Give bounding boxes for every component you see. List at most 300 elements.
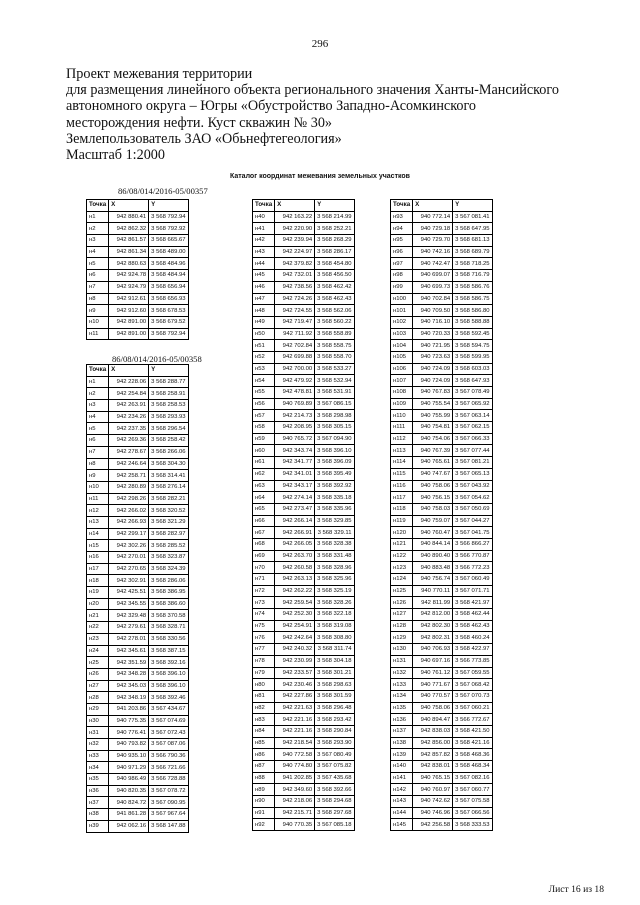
table-row (253, 235, 355, 247)
table-row (391, 305, 493, 317)
point-id-cell: н8 (87, 293, 109, 305)
point-id-cell: н6 (87, 435, 109, 447)
table-row (87, 552, 189, 564)
point-id-cell: н57 (253, 410, 275, 422)
point-id-cell: н43 (253, 246, 275, 258)
y-coordinate-cell: 3 568 396.10 (149, 680, 188, 692)
point-id-cell: н11 (87, 493, 109, 505)
y-coordinate-cell: 3 568 297.68 (315, 807, 354, 819)
table-row (87, 458, 189, 470)
table-row (87, 305, 189, 317)
y-coordinate-cell: 3 568 484.96 (149, 258, 188, 270)
y-coordinate-cell: 3 568 468.36 (453, 749, 492, 761)
point-id-cell: н42 (253, 235, 275, 247)
table-header-row (391, 200, 493, 212)
y-coordinate-cell: 3 568 532.94 (315, 375, 354, 387)
point-id-cell: н4 (87, 246, 109, 258)
table-row (87, 563, 189, 575)
y-coordinate-cell: 3 568 716.79 (453, 270, 492, 282)
point-id-cell: н107 (391, 375, 413, 387)
y-coordinate-cell: 3 568 558.70 (315, 351, 354, 363)
table-row (391, 258, 493, 270)
y-coordinate-cell: 3 568 594.75 (453, 340, 492, 352)
x-coordinate-cell: 940 729.18 (413, 223, 453, 235)
table-row (391, 574, 493, 586)
table-row (87, 645, 189, 657)
table-row (253, 270, 355, 282)
table-row (253, 457, 355, 469)
table-row (391, 597, 493, 609)
x-coordinate-cell: 940 776.41 (109, 727, 149, 739)
y-coordinate-cell: 3 568 258.53 (149, 400, 188, 412)
point-id-cell: н75 (253, 620, 275, 632)
page-number: 296 (311, 38, 329, 50)
x-coordinate-cell: 942 351.59 (109, 657, 149, 669)
y-coordinate-cell: 3 566 866.27 (453, 538, 492, 550)
y-coordinate-cell: 3 568 328.96 (315, 562, 354, 574)
table-row (253, 258, 355, 270)
x-coordinate-cell: 942 302.26 (109, 540, 149, 552)
point-id-cell: н111 (391, 422, 413, 434)
point-id-cell: н91 (253, 807, 275, 819)
point-id-cell: н81 (253, 690, 275, 702)
y-coordinate-cell: 3 566 770.87 (453, 550, 492, 562)
y-coordinate-cell: 3 568 258.42 (149, 435, 188, 447)
point-id-cell: н141 (391, 772, 413, 784)
y-coordinate-cell: 3 568 396.10 (315, 445, 354, 457)
point-id-cell: н61 (253, 457, 275, 469)
point-id-cell: н3 (87, 400, 109, 412)
y-coordinate-cell: 3 567 082.16 (453, 772, 492, 784)
y-coordinate-cell: 3 568 392.66 (315, 784, 354, 796)
point-id-cell: н115 (391, 468, 413, 480)
table-row (87, 715, 189, 727)
column-header: Y (149, 200, 188, 212)
y-coordinate-cell: 3 567 065.13 (453, 468, 492, 480)
point-id-cell: н21 (87, 610, 109, 622)
point-id-cell: н136 (391, 714, 413, 726)
point-id-cell: н96 (391, 246, 413, 258)
x-coordinate-cell: 942 269.36 (109, 435, 149, 447)
point-id-cell: н74 (253, 609, 275, 621)
y-coordinate-cell: 3 568 421.50 (453, 725, 492, 737)
point-id-cell: н32 (87, 739, 109, 751)
y-coordinate-cell: 3 568 335.18 (315, 492, 354, 504)
x-coordinate-cell: 940 770.57 (413, 690, 453, 702)
y-coordinate-cell: 3 567 060.77 (453, 784, 492, 796)
y-coordinate-cell: 3 568 560.22 (315, 316, 354, 328)
point-id-cell: н33 (87, 750, 109, 762)
table-row (391, 585, 493, 597)
y-coordinate-cell: 3 568 276.14 (149, 481, 188, 493)
point-id-cell: н37 (87, 797, 109, 809)
x-coordinate-cell: 940 756.74 (413, 574, 453, 586)
y-coordinate-cell: 3 568 679.52 (149, 316, 188, 328)
table-row (253, 574, 355, 586)
table-row (87, 316, 189, 328)
y-coordinate-cell: 3 568 325.19 (315, 585, 354, 597)
heading-line: месторождения нефти. Куст скважин № 30» (66, 114, 333, 131)
point-id-cell: н84 (253, 725, 275, 737)
table-row (87, 388, 189, 400)
point-id-cell: н127 (391, 609, 413, 621)
point-id-cell: н94 (391, 223, 413, 235)
column3-coordinates-table (390, 199, 493, 831)
x-coordinate-cell: 942 221.16 (275, 725, 315, 737)
y-coordinate-cell: 3 568 301.59 (315, 690, 354, 702)
y-coordinate-cell: 3 567 072.43 (149, 727, 188, 739)
point-id-cell: н106 (391, 363, 413, 375)
y-coordinate-cell: 3 566 772.67 (453, 714, 492, 726)
point-id-cell: н113 (391, 445, 413, 457)
point-id-cell: н5 (87, 258, 109, 270)
table-row (253, 281, 355, 293)
table-row (87, 668, 189, 680)
x-coordinate-cell: 942 278.01 (109, 633, 149, 645)
column-header: Y (453, 200, 492, 212)
point-id-cell: н137 (391, 725, 413, 737)
x-coordinate-cell: 940 742.62 (413, 796, 453, 808)
y-coordinate-cell: 3 567 075.58 (453, 796, 492, 808)
x-coordinate-cell: 940 759.07 (413, 515, 453, 527)
table-row (87, 211, 189, 223)
y-coordinate-cell: 3 568 392.16 (149, 657, 188, 669)
y-coordinate-cell: 3 567 050.69 (453, 503, 492, 515)
point-id-cell: н55 (253, 387, 275, 399)
table-row (391, 340, 493, 352)
x-coordinate-cell: 940 758.03 (413, 503, 453, 515)
x-coordinate-cell: 940 723.63 (413, 351, 453, 363)
y-coordinate-cell: 3 566 772.23 (453, 562, 492, 574)
table-row (391, 503, 493, 515)
y-coordinate-cell: 3 568 678.53 (149, 305, 188, 317)
point-id-cell: н12 (87, 505, 109, 517)
x-coordinate-cell: 942 298.26 (109, 493, 149, 505)
table-row (253, 211, 355, 223)
table-row (253, 538, 355, 550)
table-row (391, 351, 493, 363)
x-coordinate-cell: 940 824.72 (109, 797, 149, 809)
point-id-cell: н104 (391, 340, 413, 352)
x-coordinate-cell: 940 935.10 (109, 750, 149, 762)
point-id-cell: н50 (253, 328, 275, 340)
point-id-cell: н62 (253, 468, 275, 480)
table-row (391, 211, 493, 223)
point-id-cell: н9 (87, 305, 109, 317)
point-id-cell: н31 (87, 727, 109, 739)
point-id-cell: н15 (87, 540, 109, 552)
point-id-cell: н122 (391, 550, 413, 562)
y-coordinate-cell: 3 568 311.74 (315, 644, 354, 656)
table-row (87, 493, 189, 505)
point-id-cell: н133 (391, 679, 413, 691)
y-coordinate-cell: 3 568 214.99 (315, 211, 354, 223)
point-id-cell: н1 (87, 211, 109, 223)
y-coordinate-cell: 3 568 395.49 (315, 468, 354, 480)
point-id-cell: н65 (253, 503, 275, 515)
x-coordinate-cell: 940 765.61 (413, 457, 453, 469)
x-coordinate-cell: 942 163.22 (275, 211, 315, 223)
point-id-cell: н68 (253, 538, 275, 550)
x-coordinate-cell: 942 912.61 (109, 293, 149, 305)
y-coordinate-cell: 3 568 268.29 (315, 235, 354, 247)
point-id-cell: н34 (87, 762, 109, 774)
x-coordinate-cell: 942 861.57 (109, 235, 149, 247)
point-id-cell: н132 (391, 667, 413, 679)
x-coordinate-cell: 942 341.01 (275, 468, 315, 480)
table-row (87, 246, 189, 258)
y-coordinate-cell: 3 568 558.75 (315, 340, 354, 352)
point-id-cell: н14 (87, 528, 109, 540)
table-row (87, 270, 189, 282)
y-coordinate-cell: 3 568 392.46 (149, 692, 188, 704)
table-row (87, 411, 189, 423)
x-coordinate-cell: 942 266.91 (275, 527, 315, 539)
point-id-cell: н7 (87, 281, 109, 293)
y-coordinate-cell: 3 568 603.03 (453, 363, 492, 375)
point-id-cell: н69 (253, 550, 275, 562)
x-coordinate-cell: 942 724.26 (275, 293, 315, 305)
x-coordinate-cell: 940 772.58 (275, 749, 315, 761)
table-row (253, 725, 355, 737)
x-coordinate-cell: 940 746.96 (413, 807, 453, 819)
point-id-cell: н144 (391, 807, 413, 819)
x-coordinate-cell: 940 724.09 (413, 375, 453, 387)
table-row (87, 774, 189, 786)
table-row (391, 445, 493, 457)
point-id-cell: н18 (87, 575, 109, 587)
table-row (87, 540, 189, 552)
table-row (253, 445, 355, 457)
catalog-title: Каталог координат межевания земельных участков (230, 173, 410, 180)
point-id-cell: н46 (253, 281, 275, 293)
table-row (391, 235, 493, 247)
table-row (253, 515, 355, 527)
x-coordinate-cell: 940 742.47 (413, 258, 453, 270)
x-coordinate-cell: 942 856.00 (413, 737, 453, 749)
x-coordinate-cell: 940 761.12 (413, 667, 453, 679)
table-row (87, 622, 189, 634)
table-row (87, 223, 189, 235)
point-id-cell: н38 (87, 809, 109, 821)
x-coordinate-cell: 942 379.82 (275, 258, 315, 270)
point-id-cell: н56 (253, 398, 275, 410)
y-coordinate-cell: 3 568 323.87 (149, 552, 188, 564)
table-row (253, 562, 355, 574)
y-coordinate-cell: 3 568 647.95 (453, 223, 492, 235)
y-coordinate-cell: 3 567 062.15 (453, 422, 492, 434)
x-coordinate-cell: 942 924.79 (109, 281, 149, 293)
point-id-cell: н52 (253, 351, 275, 363)
x-coordinate-cell: 942 230.46 (275, 679, 315, 691)
y-coordinate-cell: 3 568 293.93 (149, 411, 188, 423)
point-id-cell: н17 (87, 563, 109, 575)
y-coordinate-cell: 3 568 329.11 (315, 527, 354, 539)
y-coordinate-cell: 3 568 462.42 (315, 281, 354, 293)
point-id-cell: н102 (391, 316, 413, 328)
y-coordinate-cell: 3 568 421.97 (453, 597, 492, 609)
point-id-cell: н78 (253, 655, 275, 667)
x-coordinate-cell: 940 770.11 (413, 585, 453, 597)
table-row (391, 527, 493, 539)
y-coordinate-cell: 3 567 066.33 (453, 433, 492, 445)
y-coordinate-cell: 3 568 422.97 (453, 644, 492, 656)
point-id-cell: н116 (391, 480, 413, 492)
table-row (391, 550, 493, 562)
table-row (253, 340, 355, 352)
y-coordinate-cell: 3 568 462.43 (453, 620, 492, 632)
x-coordinate-cell: 942 700.00 (275, 363, 315, 375)
point-id-cell: н112 (391, 433, 413, 445)
point-id-cell: н28 (87, 692, 109, 704)
x-coordinate-cell: 942 724.55 (275, 305, 315, 317)
point-id-cell: н119 (391, 515, 413, 527)
point-id-cell: н95 (391, 235, 413, 247)
y-coordinate-cell: 3 568 681.13 (453, 235, 492, 247)
x-coordinate-cell: 942 838.01 (413, 761, 453, 773)
table-row (391, 328, 493, 340)
point-id-cell: н3 (87, 235, 109, 247)
x-coordinate-cell: 942 221.63 (275, 702, 315, 714)
y-coordinate-cell: 3 568 288.77 (149, 376, 188, 388)
table-row (87, 820, 189, 832)
table-row (253, 749, 355, 761)
point-id-cell: н80 (253, 679, 275, 691)
table-row (253, 375, 355, 387)
x-coordinate-cell: 942 329.48 (109, 610, 149, 622)
y-coordinate-cell: 3 568 322.18 (315, 609, 354, 621)
table-header-row (87, 200, 189, 212)
plot2-label: 86/08/014/2016-05/00358 (112, 354, 202, 364)
point-id-cell: н126 (391, 597, 413, 609)
point-id-cell: н64 (253, 492, 275, 504)
y-coordinate-cell: 3 568 328.38 (315, 538, 354, 550)
table-row (87, 692, 189, 704)
table-row (87, 587, 189, 599)
table-row (253, 503, 355, 515)
table-row (391, 293, 493, 305)
y-coordinate-cell: 3 568 462.43 (315, 293, 354, 305)
x-coordinate-cell: 942 237.35 (109, 423, 149, 435)
table-row (391, 761, 493, 773)
x-coordinate-cell: 942 345.61 (109, 645, 149, 657)
table-row (391, 270, 493, 282)
point-id-cell: н19 (87, 587, 109, 599)
x-coordinate-cell: 942 349.60 (275, 784, 315, 796)
x-coordinate-cell: 940 769.89 (275, 398, 315, 410)
y-coordinate-cell: 3 568 320.52 (149, 505, 188, 517)
table-row (87, 598, 189, 610)
x-coordinate-cell: 940 894.47 (413, 714, 453, 726)
plot1-label: 86/08/014/2016-05/00357 (118, 186, 208, 196)
table-row (253, 305, 355, 317)
point-id-cell: н10 (87, 481, 109, 493)
y-coordinate-cell: 3 567 080.49 (315, 749, 354, 761)
y-coordinate-cell: 3 568 298.63 (315, 679, 354, 691)
point-id-cell: н124 (391, 574, 413, 586)
y-coordinate-cell: 3 566 728.88 (149, 774, 188, 786)
table-row (391, 714, 493, 726)
y-coordinate-cell: 3 567 075.82 (315, 761, 354, 773)
x-coordinate-cell: 942 348.28 (109, 668, 149, 680)
y-coordinate-cell: 3 568 296.54 (149, 423, 188, 435)
x-coordinate-cell: 942 699.88 (275, 351, 315, 363)
point-id-cell: н123 (391, 562, 413, 574)
table-row (253, 761, 355, 773)
table-row (253, 632, 355, 644)
x-coordinate-cell: 940 702.84 (413, 293, 453, 305)
table-row (87, 376, 189, 388)
x-coordinate-cell: 940 883.48 (413, 562, 453, 574)
point-id-cell: н86 (253, 749, 275, 761)
table-row (253, 293, 355, 305)
x-coordinate-cell: 942 273.47 (275, 503, 315, 515)
x-coordinate-cell: 942 214.73 (275, 410, 315, 422)
table-row (253, 387, 355, 399)
point-id-cell: н63 (253, 480, 275, 492)
point-id-cell: н98 (391, 270, 413, 282)
table-row (391, 807, 493, 819)
table-row (253, 597, 355, 609)
x-coordinate-cell: 940 709.50 (413, 305, 453, 317)
y-coordinate-cell: 3 568 586.80 (453, 305, 492, 317)
table-row (391, 281, 493, 293)
table-row (391, 387, 493, 399)
point-id-cell: н35 (87, 774, 109, 786)
point-id-cell: н8 (87, 458, 109, 470)
point-id-cell: н36 (87, 785, 109, 797)
table-row (87, 400, 189, 412)
y-coordinate-cell: 3 567 068.42 (453, 679, 492, 691)
x-coordinate-cell: 942 266.05 (275, 538, 315, 550)
y-coordinate-cell: 3 567 087.06 (149, 739, 188, 751)
x-coordinate-cell: 942 220.90 (275, 223, 315, 235)
table-row (391, 562, 493, 574)
y-coordinate-cell: 3 568 252.21 (315, 223, 354, 235)
x-coordinate-cell: 940 793.82 (109, 739, 149, 751)
table-row (391, 737, 493, 749)
column-header: X (413, 200, 453, 212)
point-id-cell: н60 (253, 445, 275, 457)
point-id-cell: н125 (391, 585, 413, 597)
column-header: Точка (87, 200, 109, 212)
column2-coordinates-table (252, 199, 355, 831)
y-coordinate-cell: 3 568 314.41 (149, 470, 188, 482)
x-coordinate-cell: 942 861.34 (109, 246, 149, 258)
point-id-cell: н11 (87, 328, 109, 340)
y-coordinate-cell: 3 568 387.15 (149, 645, 188, 657)
point-id-cell: н138 (391, 737, 413, 749)
x-coordinate-cell: 942 254.84 (109, 388, 149, 400)
x-coordinate-cell: 942 811.99 (413, 597, 453, 609)
table-row (391, 725, 493, 737)
y-coordinate-cell: 3 568 792.94 (149, 328, 188, 340)
x-coordinate-cell: 942 274.14 (275, 492, 315, 504)
x-coordinate-cell: 942 256.58 (413, 819, 453, 831)
point-id-cell: н129 (391, 632, 413, 644)
point-id-cell: н110 (391, 410, 413, 422)
y-coordinate-cell: 3 567 070.73 (453, 690, 492, 702)
table-row (391, 246, 493, 258)
y-coordinate-cell: 3 567 060.49 (453, 574, 492, 586)
y-coordinate-cell: 3 567 060.21 (453, 702, 492, 714)
x-coordinate-cell: 940 720.33 (413, 328, 453, 340)
table-row (87, 423, 189, 435)
point-id-cell: н44 (253, 258, 275, 270)
y-coordinate-cell: 3 568 665.67 (149, 235, 188, 247)
x-coordinate-cell: 942 218.06 (275, 796, 315, 808)
y-coordinate-cell: 3 568 325.96 (315, 574, 354, 586)
